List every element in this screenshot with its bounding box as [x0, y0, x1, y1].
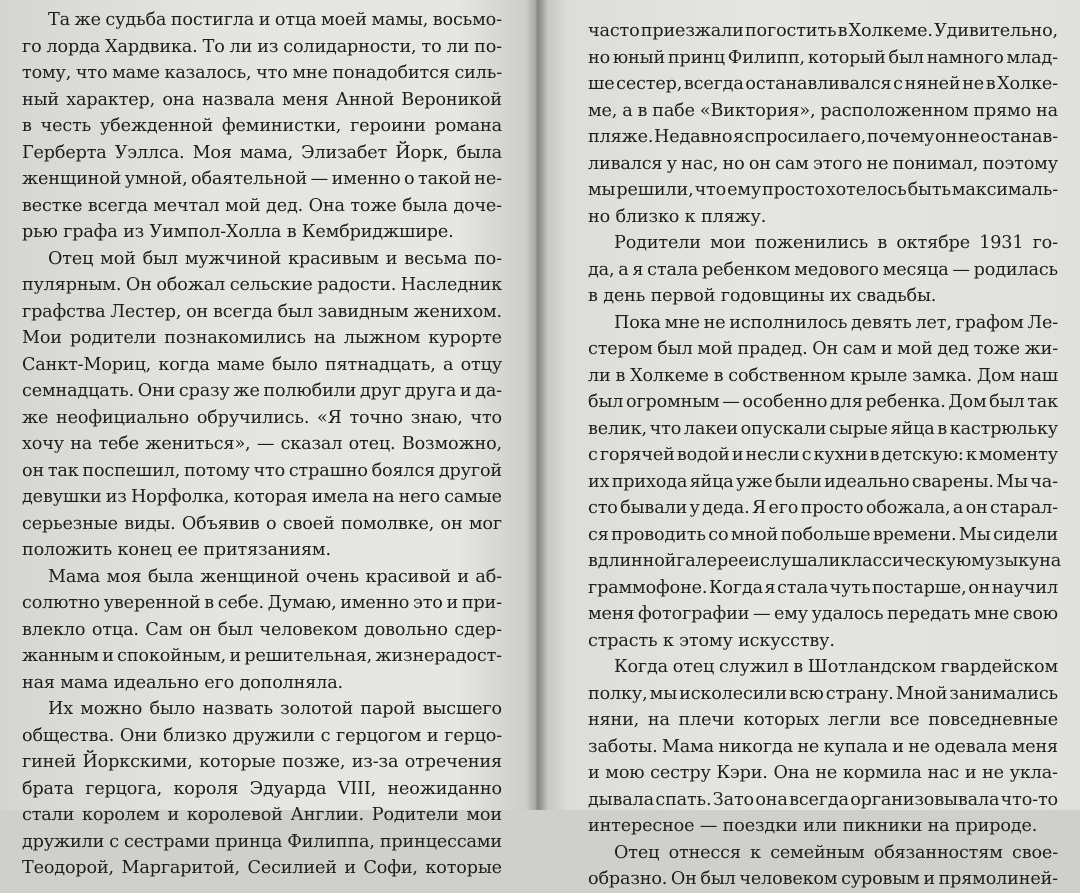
text-line: положить конец ее притязаниям. — [22, 540, 331, 560]
text-line: меня фотографии — ему удалось передать мне свою — [588, 604, 1058, 624]
text-line: сто бывали у деда. Я его просто обожала, а он старал- — [588, 498, 1058, 518]
left-page-text — [0, 0, 502, 882]
text-line: Отец мой был мужчиной красивым и весьма по- — [48, 248, 502, 269]
text-line: образно. Он был человеком суровым и прямолиней- — [588, 869, 1058, 889]
paragraph — [22, 7, 502, 246]
text-line: Та же судьба постигла и отца моей мамы, восьмо- — [48, 10, 502, 30]
text-line: Санкт-Мориц, когда маме было пятнадцать, а отцу — [22, 354, 502, 375]
text-line: страсть к этому искусству. — [588, 630, 835, 651]
text-line: солютно уверенной в себе. Думаю, именно это и при- — [22, 593, 502, 613]
text-line: Мои родители познакомились на лыжном курорте — [22, 328, 502, 348]
text-line: Герберта Уэллса. Моя мама, Элизабет Йорк, была — [22, 142, 502, 163]
text-line: но юный принц Филипп, который был намного млад- — [588, 47, 1058, 68]
text-line: Отец отнесся к семейным обязанностям свое- — [614, 842, 1058, 863]
text-line: да, а я стала ребенком медового месяца — родилась — [588, 259, 1058, 280]
text-line: пляже. Недавно я спросила его, почему он не останав- — [588, 127, 1058, 147]
text-line: общества. Они близко дружили с герцогом и герцо- — [22, 725, 502, 746]
text-line: он так поспешил, потому что страшно боялся другой — [22, 460, 502, 481]
text-line: стали королем и королевой Англии. Родители мои — [22, 805, 502, 825]
paragraph — [22, 696, 502, 882]
text-line: же неофициально обручились. «Я точно знаю, что — [22, 407, 502, 428]
left-page — [0, 0, 536, 878]
paragraph — [22, 564, 502, 697]
text-line: го лорда Хардвика. То ли из солидарности, то ли по- — [22, 36, 502, 57]
right-page-text — [536, 0, 1062, 893]
paragraph — [588, 840, 1058, 893]
text-line: девушки из Норфолка, которая имела на него самые — [22, 487, 502, 507]
text-line: с горячей водой и несли с кухни в детскую: к моменту — [588, 445, 1058, 465]
text-line: серьезные виды. Объявив о своей помолвке, он мог — [22, 513, 502, 534]
text-line: полку, мы исколесили всю страну. Мной занимались — [588, 683, 1058, 704]
text-line: рью графа из Уимпол-Холла в Кембриджшире. — [22, 222, 454, 242]
text-line: влекло отца. Сам он был человеком довольно сдер- — [22, 619, 502, 640]
text-line: велик, что лакеи опускали сырые яйца в кастрюльку — [588, 418, 1058, 439]
text-line: мы решили, что ему просто хотелось быть максималь- — [588, 180, 1058, 200]
text-line: был огромным — особенно для ребенка. Дом был так — [588, 392, 1058, 412]
text-line: в день первой годовщины их свадьбы. — [588, 286, 937, 306]
text-line: Их можно было назвать золотой парой высшего — [48, 699, 502, 719]
text-line: Пока мне не исполнилось девять лет, графом Ле- — [614, 312, 1058, 333]
text-line: в длинной галерее и слушали классическую музыку на — [588, 551, 1062, 571]
text-line: и мою сестру Кэри. Она не кормила нас и не укла- — [588, 763, 1058, 783]
text-line: ная мама идеально его дополняла. — [22, 672, 343, 693]
text-line: ше сестер, всегда останавливался с няней не в Холке- — [588, 74, 1058, 94]
text-line: дывала спать. Зато она всегда организовывала что-то — [588, 789, 1058, 810]
text-line: хочу на тебе жениться», — сказал отец. Возможно, — [22, 434, 502, 454]
paragraph — [588, 310, 1062, 655]
text-line: Когда отец служил в Шотландском гвардейском — [614, 657, 1058, 677]
text-line: заботы. Мама никогда не купала и не одевала меня — [588, 736, 1058, 757]
text-line: стером был мой прадед. Он сам и мой дед тоже жи- — [588, 339, 1058, 359]
text-line: интересное — поездки или пикники на природе. — [588, 816, 1038, 836]
text-line: часто приезжали погостить в Холкеме. Удивительно, — [588, 21, 1058, 41]
text-line: дружили с сестрами принца Филиппа, принцессами — [22, 831, 502, 852]
text-line: графства Лестер, он всегда был завидным женихом. — [22, 301, 502, 322]
text-line: Родители мои поженились в октябре 1931 го- — [614, 233, 1058, 253]
paragraph — [588, 654, 1058, 840]
paragraph — [588, 18, 1058, 230]
text-line: ли в Холкеме в собственном крыле замка. Дом наш — [588, 365, 1058, 386]
text-line: Теодорой, Маргаритой, Сесилией и Софи, которые — [22, 858, 502, 878]
text-line: няни, на плечи которых легли все повседневные — [588, 710, 1058, 730]
paragraph — [588, 230, 1058, 310]
text-line: ся проводить со мной побольше времени. Мы сидели — [588, 524, 1058, 545]
paragraph — [22, 246, 502, 564]
text-line: ный характер, она назвала меня Анной Вероникой — [22, 89, 502, 110]
text-line: семнадцать. Они сразу же полюбили друг друга и да- — [22, 381, 502, 401]
text-line: граммофоне. Когда я стала чуть постарше, он научил — [588, 577, 1058, 598]
text-line: ме, а в пабе «Виктория», расположенном прямо на — [588, 100, 1058, 121]
text-line: брата герцога, короля Эдуарда VIII, неожиданно — [22, 778, 502, 799]
text-line: женщиной умной, обаятельной — именно о такой не- — [22, 169, 502, 189]
text-line: Мама моя была женщиной очень красивой и аб- — [48, 566, 502, 587]
text-line: тому, что маме казалось, что мне понадобится силь- — [22, 63, 502, 83]
text-line: пулярным. Он обожал сельские радости. Наследник — [22, 275, 502, 295]
text-line: в честь убежденной феминистки, героини романа — [22, 116, 502, 136]
text-line: гиней Йоркскими, которые позже, из-за отречения — [22, 752, 502, 772]
text-line: жанным и спокойным, и решительная, жизнерадост- — [22, 646, 502, 666]
book-gutter — [526, 0, 548, 810]
text-line: их прихода яйца уже были идеально сварены. Мы ча- — [588, 471, 1058, 492]
right-page — [536, 0, 1080, 889]
text-line: ливался у нас, но он сам этого не понимал, поэтому — [588, 153, 1058, 174]
text-line: но близко к пляжу. — [588, 206, 767, 227]
text-line: вестке всегда мечтал мой дед. Она тоже была доче- — [22, 195, 502, 216]
